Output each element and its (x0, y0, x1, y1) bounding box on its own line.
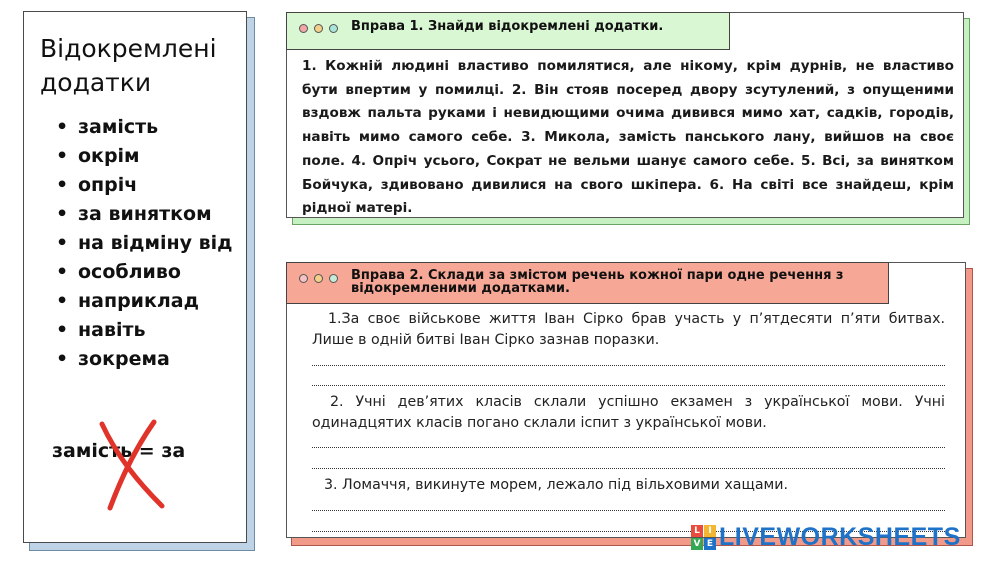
rule-text: замість = за (52, 440, 186, 462)
dot-icon (329, 274, 338, 283)
dot-icon (329, 24, 338, 33)
exercise2-title: Вправа 2. Склади за змістом речень кожної пари одне речення з відокремленими додатками. (351, 268, 844, 296)
window-dots (299, 274, 338, 283)
exercise1-text: 1. Кожній людині властиво помилятися, але нікому, крім дурнів, не властиво бути впертим у помилці. 2. Він стояв посеред двору зсутулений, з опущеними вздовж пальта руками і невидющими очима дивився мимо хат, садків, городів, навіть мимо самого себе. 3. Микола, замість панського лану, вийшов на своє поле. 4. Опріч усього, Сократ не вельми шанує самого себе. 5. Всі, за винятком Бойчука, здивовано дивилися на свого шкіпера. 6. На світі все знайдеш, крім рідної матері. (302, 58, 954, 217)
word-item: • опріч (56, 174, 138, 196)
liveworksheets-logo (691, 523, 961, 552)
exercise1-title: Вправа 1. Знайди відокремлені додатки. (351, 19, 664, 34)
answer-line-1b[interactable] (312, 385, 945, 386)
answer-line-3a[interactable] (312, 510, 945, 511)
logo-grid-icon: L I V E (691, 525, 716, 550)
window-dots (299, 24, 338, 33)
word-item: • навіть (56, 319, 146, 341)
task-2-text: 2. Учні дев’ятих класів склали успішно екзамен з української мови. Учні одинадцятих класів погано склали іспит з української мови. (312, 394, 945, 431)
word-item: • окрім (56, 145, 140, 167)
task-3-text: 3. Ломаччя, викинуте морем, лежало під вільховими хащами. (324, 477, 788, 493)
word-list (56, 113, 233, 374)
dot-icon (314, 24, 323, 33)
dot-icon (299, 24, 308, 33)
cross-mark-icon (82, 416, 192, 516)
logo-text: LIVEWORKSHEETS (719, 523, 961, 551)
exercise2-header (286, 262, 889, 304)
dot-icon (314, 274, 323, 283)
left-card (23, 11, 247, 543)
word-item: • зокрема (56, 348, 170, 370)
word-item: • замість (56, 116, 159, 138)
answer-line-2a[interactable] (312, 447, 945, 448)
answer-line-2b[interactable] (312, 468, 945, 469)
word-item: • наприклад (56, 290, 199, 312)
word-item: • на відміну від (56, 232, 233, 254)
dot-icon (299, 274, 308, 283)
task-1-text: 1.За своє військове життя Іван Сірко брав участь у п’ятдесяти п’яти битвах. Лише в одній битві Іван Сірко зазнав поразки. (312, 311, 945, 348)
left-title: Відокремлені додатки (40, 34, 217, 97)
word-item: • особливо (56, 261, 181, 283)
exercise1-header (286, 12, 730, 50)
word-item: • за винятком (56, 203, 212, 225)
answer-line-1a[interactable] (312, 365, 945, 366)
